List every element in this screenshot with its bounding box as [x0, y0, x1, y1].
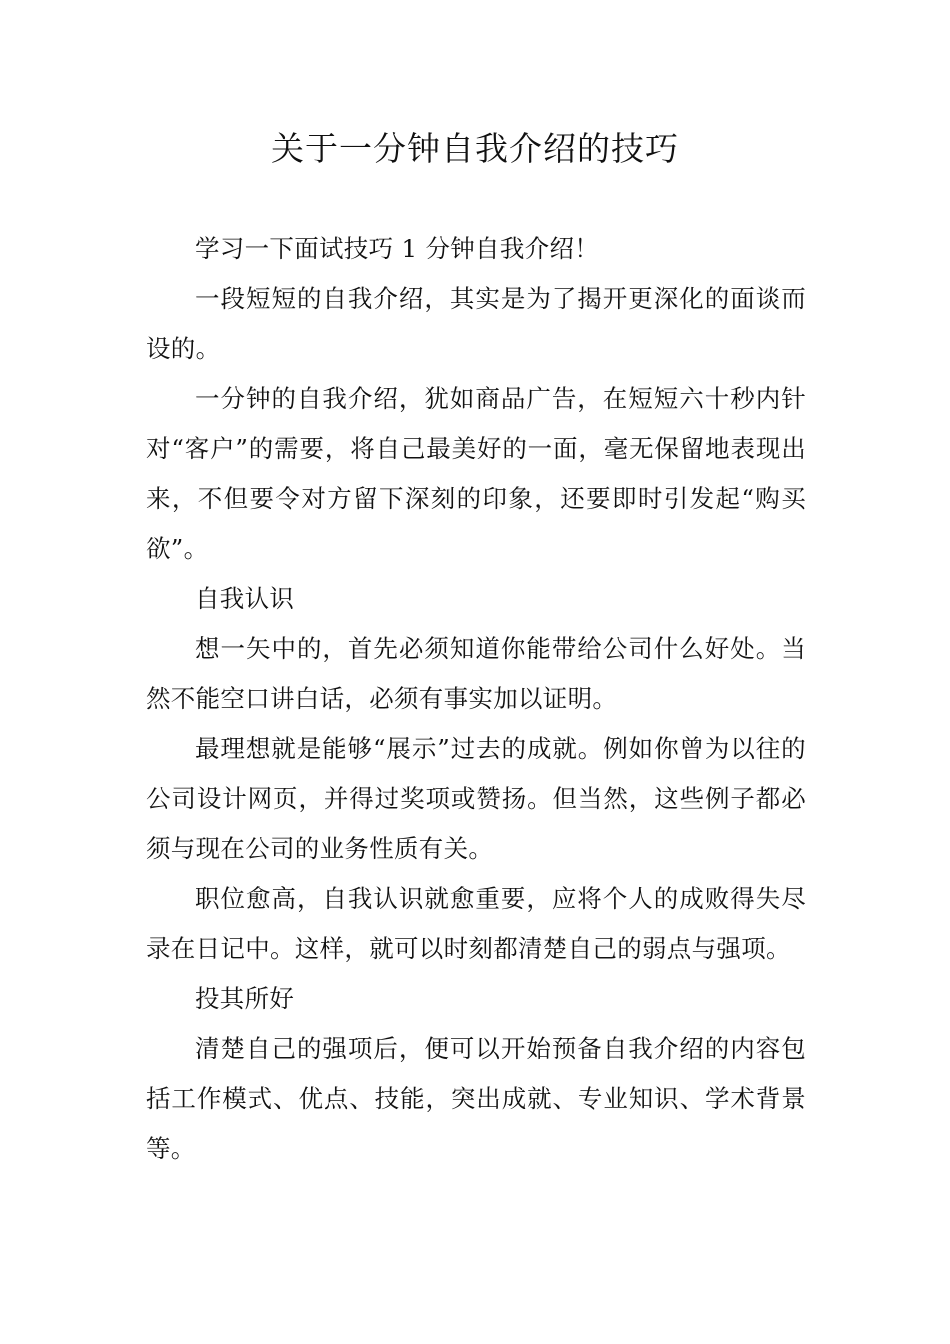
- paragraph: 一段短短的自我介绍，其实是为了揭开更深化的面谈而设的。: [146, 284, 806, 363]
- paragraph: 一分钟的自我介绍，犹如商品广告，在短短六十秒内针对“客户”的需要，将自己最美好的一面，毫无保留地表现出来，不但要令对方留下深刻的印象，还要即时引发起“购买欲”。: [146, 384, 806, 563]
- document-title: 关于一分钟自我介绍的技巧: [271, 129, 679, 168]
- section-heading-self-awareness: 自我认识: [195, 584, 295, 613]
- paragraph: 想一矢中的，首先必须知道你能带给公司什么好处。当然不能空口讲白话，必须有事实加以证明。: [146, 634, 806, 713]
- paragraph: 清楚自己的强项后，便可以开始预备自我介绍的内容包括工作模式、优点、技能，突出成就、专业知识、学术背景等。: [146, 1034, 806, 1163]
- document-body: [146, 224, 806, 1174]
- paragraph-intro: 学习一下面试技巧 1 分钟自我介绍！: [195, 234, 600, 263]
- paragraph: 最理想就是能够“展示”过去的成就。例如你曾为以往的公司设计网页，并得过奖项或赞扬。但当然，这些例子都必须与现在公司的业务性质有关。: [146, 734, 806, 863]
- section-heading-cater-to-preferences: 投其所好: [195, 984, 295, 1013]
- paragraph: 职位愈高，自我认识就愈重要，应将个人的成败得失尽录在日记中。这样，就可以时刻都清楚自己的弱点与强项。: [146, 884, 806, 963]
